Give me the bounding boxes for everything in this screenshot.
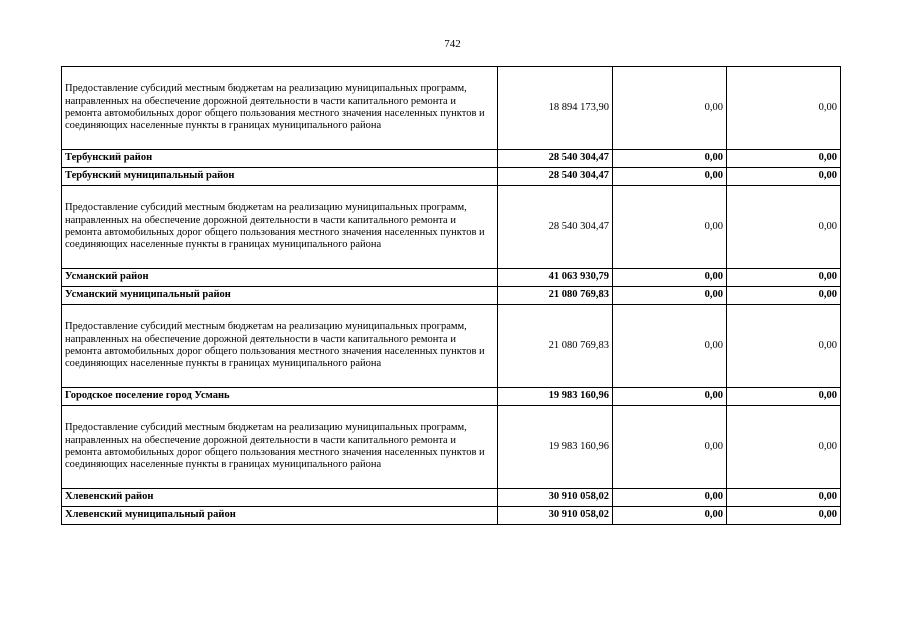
amount-cell: 30 910 058,02 (498, 507, 613, 525)
row-description: Предоставление субсидий местным бюджетам на реализацию муниципальных программ, направленных на обеспечение дорожной деятельности в части капитального ремонта и ремонта автомобильных дорог общего пользования местного значения населенных пунктов и соединяющих населенные пункты в границах муниципального района (62, 305, 498, 388)
amount-cell: 0,00 (727, 287, 841, 305)
amount-cell: 28 540 304,47 (498, 186, 613, 269)
amount-cell: 0,00 (727, 388, 841, 406)
amount-cell: 21 080 769,83 (498, 287, 613, 305)
row-region-name: Городское поселение город Усмань (62, 388, 498, 406)
table-row (62, 269, 841, 287)
row-region-name: Хлевенский муниципальный район (62, 507, 498, 525)
amount-cell: 0,00 (727, 489, 841, 507)
amount-cell: 30 910 058,02 (498, 489, 613, 507)
table-row (62, 305, 841, 388)
amount-cell: 0,00 (727, 186, 841, 269)
table-row (62, 489, 841, 507)
table-row (62, 186, 841, 269)
row-region-name: Тербунский район (62, 150, 498, 168)
row-description: Предоставление субсидий местным бюджетам на реализацию муниципальных программ, направленных на обеспечение дорожной деятельности в части капитального ремонта и ремонта автомобильных дорог общего пользования местного значения населенных пунктов и соединяющих населенные пункты в границах муниципального района (62, 406, 498, 489)
row-region-name: Тербунский муниципальный район (62, 168, 498, 186)
row-region-name: Усманский район (62, 269, 498, 287)
amount-cell: 28 540 304,47 (498, 150, 613, 168)
amount-cell: 0,00 (613, 269, 727, 287)
amount-cell: 18 894 173,90 (498, 67, 613, 150)
amount-cell: 0,00 (727, 406, 841, 489)
table-row (62, 67, 841, 150)
amount-cell: 0,00 (727, 168, 841, 186)
amount-cell: 19 983 160,96 (498, 406, 613, 489)
amount-cell: 0,00 (613, 507, 727, 525)
amount-cell: 0,00 (727, 67, 841, 150)
amount-cell: 0,00 (727, 269, 841, 287)
table-row (62, 150, 841, 168)
table-row (62, 168, 841, 186)
amount-cell: 0,00 (613, 305, 727, 388)
row-description: Предоставление субсидий местным бюджетам на реализацию муниципальных программ, направленных на обеспечение дорожной деятельности в части капитального ремонта и ремонта автомобильных дорог общего пользования местного значения населенных пунктов и соединяющих населенные пункты в границах муниципального района (62, 186, 498, 269)
budget-table (61, 66, 841, 525)
amount-cell: 0,00 (613, 168, 727, 186)
amount-cell: 0,00 (613, 489, 727, 507)
amount-cell: 0,00 (613, 67, 727, 150)
amount-cell: 0,00 (727, 305, 841, 388)
row-region-name: Усманский муниципальный район (62, 287, 498, 305)
amount-cell: 41 063 930,79 (498, 269, 613, 287)
amount-cell: 19 983 160,96 (498, 388, 613, 406)
amount-cell: 21 080 769,83 (498, 305, 613, 388)
amount-cell: 0,00 (613, 287, 727, 305)
amount-cell: 28 540 304,47 (498, 168, 613, 186)
amount-cell: 0,00 (727, 507, 841, 525)
row-region-name: Хлевенский район (62, 489, 498, 507)
amount-cell: 0,00 (727, 150, 841, 168)
table-row (62, 388, 841, 406)
budget-table-body (62, 67, 841, 525)
amount-cell: 0,00 (613, 150, 727, 168)
table-row (62, 507, 841, 525)
page-number: 742 (444, 38, 461, 50)
table-row (62, 406, 841, 489)
amount-cell: 0,00 (613, 406, 727, 489)
table-row (62, 287, 841, 305)
amount-cell: 0,00 (613, 388, 727, 406)
amount-cell: 0,00 (613, 186, 727, 269)
row-description: Предоставление субсидий местным бюджетам на реализацию муниципальных программ, направленных на обеспечение дорожной деятельности в части капитального ремонта и ремонта автомобильных дорог общего пользования местного значения населенных пунктов и соединяющих населенные пункты в границах муниципального района (62, 67, 498, 150)
